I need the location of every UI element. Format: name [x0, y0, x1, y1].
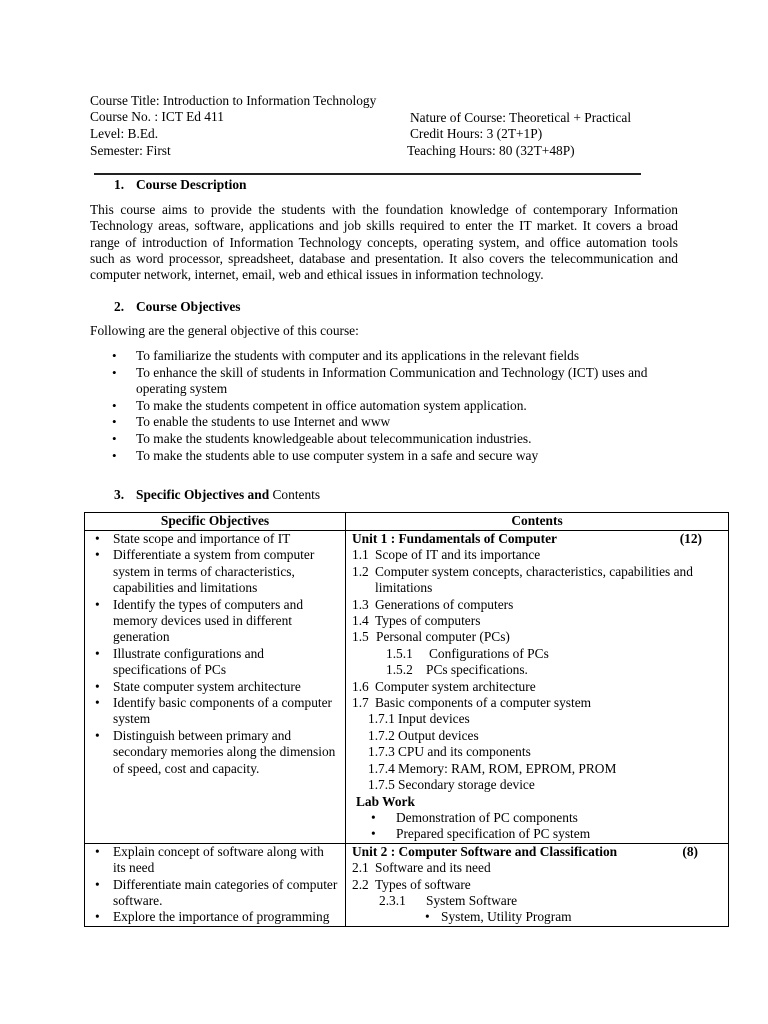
unit1-heading	[346, 531, 728, 547]
list-item: • Differentiate main categories of computer software.	[85, 877, 345, 910]
course-title: Course Title: Introduction to Information Technology	[90, 93, 377, 108]
course-nature: Nature of Course: Theoretical + Practical	[410, 110, 632, 125]
bullet-icon: •	[425, 909, 430, 925]
section-heading-objectives	[114, 299, 241, 315]
section-heading-specific	[114, 487, 320, 503]
content-subitem: 1.5.2 PCs specifications.	[386, 662, 528, 678]
list-item: • To enable the students to use Internet and www	[90, 414, 690, 431]
section-number: 2.	[114, 299, 125, 314]
course-semester: Semester: First	[90, 143, 171, 158]
content-item: 1.7 Basic components of a computer system	[352, 695, 592, 711]
unit2-objectives	[85, 844, 345, 926]
list-item: • Prepared specification of PC system	[346, 826, 728, 842]
header-contents: Contents	[346, 513, 729, 531]
list-item: • To make the students competent in office automation system application.	[90, 398, 690, 415]
credit-hours: Credit Hours: 3 (2T+1P)	[410, 126, 543, 141]
content-item: 1.5 Personal computer (PCs)	[352, 629, 510, 645]
unit-title: Unit 2 : Computer Software and Classification	[352, 843, 618, 859]
content-subitem: 1.7.4 Memory: RAM, ROM, EPROM, PROM	[368, 760, 617, 776]
unit2-heading	[346, 844, 728, 860]
unit1-contents-cell	[346, 531, 729, 844]
content-item: 1.1 Scope of IT and its importance	[352, 547, 541, 563]
objectives-contents-table	[84, 512, 729, 927]
system-software-list	[346, 909, 728, 925]
list-item: • System, Utility Program	[425, 909, 572, 925]
unit1-objectives-cell	[85, 531, 346, 844]
table-header-row	[85, 513, 729, 531]
list-item: • State computer system architecture	[85, 679, 345, 695]
section-heading-description	[114, 177, 246, 193]
list-item: • Differentiate a system from computer system in terms of characteristics, capabilities and limitations	[85, 547, 345, 596]
lab-work-list	[346, 810, 728, 843]
list-item: • Illustrate configurations and specifications of PCs	[85, 646, 345, 679]
list-item: • Identify the types of computers and memory devices used in different generation	[85, 597, 345, 646]
content-subitem: 1.7.3 CPU and its components	[368, 744, 531, 760]
list-item: • To make the students knowledgeable about telecommunication industries.	[90, 431, 690, 448]
list-item: • To familiarize the students with computer and its applications in the relevant fields	[90, 348, 690, 365]
header-divider	[94, 173, 641, 175]
unit-hours: (12)	[679, 531, 702, 546]
content-subitem: 1.5.1 Configurations of PCs	[386, 645, 549, 661]
objectives-intro: Following are the general objective of this course:	[90, 323, 359, 338]
section-title: Course Description	[136, 177, 247, 192]
section-title: Course Objectives	[136, 299, 241, 314]
unit2-objectives-cell	[85, 843, 346, 926]
section-title-bold: Specific Objectives and	[136, 487, 270, 502]
course-number: Course No. : ICT Ed 411	[90, 109, 224, 124]
objectives-list	[90, 348, 690, 464]
list-item: • Distinguish between primary and secondary memories along the dimension of speed, cost and capacity.	[85, 728, 345, 777]
unit1-objectives	[85, 531, 345, 777]
content-item: 2.1 Software and its need	[352, 860, 491, 876]
table-row	[85, 843, 729, 926]
content-subitem: 2.3.1 System Software	[379, 892, 518, 908]
section-number: 3.	[114, 487, 125, 502]
unit-title: Unit 1 : Fundamentals of Computer	[352, 531, 557, 546]
section-title-rest: Contents	[269, 487, 321, 502]
lab-work-heading: Lab Work	[356, 793, 415, 809]
content-item: 1.3 Generations of computers	[352, 596, 514, 612]
list-item: • To enhance the skill of students in Information Communication and Technology (ICT) uses and operating system	[90, 365, 690, 398]
list-item: • Explore the importance of programming	[85, 909, 345, 925]
content-item: 1.2 Computer system concepts, characteristics, capabilities and limitations	[352, 563, 693, 596]
header-specific-objectives: Specific Objectives	[85, 513, 346, 531]
unit2-contents-cell	[346, 843, 729, 926]
teaching-hours: Teaching Hours: 80 (32T+48P)	[407, 143, 575, 158]
content-subitem: 1.7.2 Output devices	[368, 727, 479, 743]
course-level: Level: B.Ed.	[90, 126, 159, 141]
list-item: • To make the students able to use computer system in a safe and secure way	[90, 448, 690, 465]
list-item: • State scope and importance of IT	[85, 531, 345, 547]
list-item: • Explain concept of software along with its need	[85, 844, 345, 877]
unit-hours: (8)	[682, 843, 698, 859]
list-item: • Demonstration of PC components	[346, 810, 728, 826]
content-subitem: 1.7.5 Secondary storage device	[368, 777, 535, 793]
table-row	[85, 531, 729, 844]
content-item: 1.4 Types of computers	[352, 613, 481, 629]
content-subitem: 1.7.1 Input devices	[368, 711, 470, 727]
content-item: 1.6 Computer system architecture	[352, 678, 536, 694]
course-description-text: This course aims to provide the students with the foundation knowledge of contemporary Information Technology areas, software, applications and job skills required to enter the IT market. It covers a broad range of introduction of Information Technology concepts, operating system, and office automation tools such as word processor, spreadsheet, database and presentation. It also covers the telecommunication and computer network, internet, email, web and ethical issues in information technology.	[90, 202, 678, 283]
list-item: • Identify basic components of a computer system	[85, 695, 345, 728]
section-number: 1.	[114, 177, 125, 192]
content-item: 2.2 Types of software	[352, 876, 471, 892]
